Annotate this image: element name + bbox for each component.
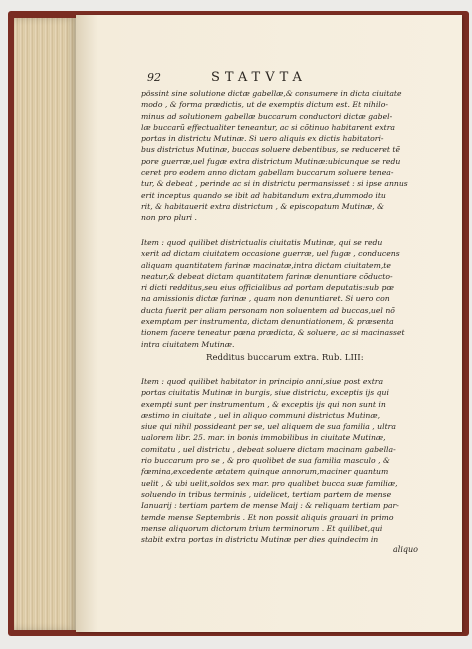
paragraph-2 [141,237,433,350]
text-line: xerit ad dictam ciuitatem occasione guerræ, uel fugæ , conducens [141,249,400,259]
text-line: pössint sine solutione dictæ gabellæ,& consumere in dicta ciuitate [141,89,402,98]
text-line: non pro pluri . [141,213,197,223]
text-line: aliquam quantitatem farinæ macinatæ,intra dictam ciuitatem,te [141,260,391,270]
text-line: portas ciuitatis Mutinæ in burgis, siue districtu, exceptis ijs qui [141,388,389,398]
text-line: comitatu , uel districtu , debeat soluere dictam macinam gabella- [141,444,396,454]
page-edges [14,18,78,630]
text-line: temde mense Septembris . Et non possit aliquis grauari in primo [141,512,394,522]
text-line: erit inceptus quando se ibit ad habitandum extra,dummodo itu [141,190,386,200]
text-line: fœmina,excedente ætatem quinque annorum,maciner quantum [141,467,389,477]
text-line: ceret pro eodem anno dictam gabellam buccarum soluere tenea- [141,168,394,178]
text-line: mense aliquorum dictorum trium terminorum . Et quilibet,qui [141,523,383,533]
text-line: rit, & habitauerit extra districtum , & episcopatum Mutinæ, & [141,201,384,211]
paragraph-1 [141,88,433,224]
text-line: rio buccarum pro se , & pro quolibet de sua familia masculo , & [141,456,390,466]
text-line: læ buccarũ effectualiter teneantur, ac si cõtinuo habitarent extra [141,122,396,132]
catchword: aliquo [393,545,418,554]
text-line: exemptam per instrumenta, dictam denuntiationem, & præsenta [141,317,394,327]
text-line: stabit extra portas in districtu Mutinæ per dies quindecim in [141,535,379,545]
text-line: exempti sunt per instrumentum , & exceptis ijs qui non sunt in [141,399,386,409]
text-line: pore guerræ,uel fugæ extra districtum Mutinæ:ubicunque se redu [141,156,401,166]
text-line: na amissionis dictæ farinæ , quam non denuntiaret. Si uero con [141,294,390,304]
text-line: æstimo in ciuitate , uel in aliquo communi districtus Mutinæ, [141,410,381,420]
paragraph-3 [141,376,433,545]
text-line: neatur,& debeat dictam quantitatem farinæ denuntiare cõducto- [141,271,393,281]
text-line: siue qui nihil possideant per se, uel aliquem de sua familia , ultra [141,422,396,432]
text-line: ri dicti redditus,seu eius officialibus ad portam deputatis:sub pœ [141,283,394,293]
text-line: tur, & debeat , perinde ac si in districtu permansisset : si ipse annus [141,179,408,189]
section-heading: Redditus buccarum extra. Rub. LIII: [206,353,364,363]
text-line: Item : quod quilibet districtualis ciuitatis Mutinæ, qui se redu [141,238,383,247]
text-line: Item : quod quilibet habitator in principio anni,siue post extra [141,377,384,386]
text-line: tionem facere teneatur pœna prædicta, & soluere, ac si macinasset [141,328,405,338]
page-number: 92 [147,71,161,84]
text-line: bus districtus Mutinæ, buccas soluere debentibus, se reduceret tẽ [141,145,401,155]
text-line: Ianuarij : tertiam partem de mense Maij : & reliquam tertiam par- [141,501,399,511]
book-page [76,15,462,632]
text-line: portas in districtu Mutinæ. Si uero aliquis ex dictis habitatori- [141,134,384,144]
text-line: uelit , & ubi uelit,soldos sex mar. pro qualibet bucca suæ familiæ, [141,478,398,488]
text-line: soluendo in tribus terminis , uidelicet, tertiam partem de mense [141,489,392,499]
text-line: ducta fuerit per aliam personam non soluentem ad buccas,uel nõ [141,305,395,315]
running-title: STATVTA [211,70,307,85]
text-line: ualorem libr. 25. mar. in bonis immobilibus in ciuitate Mutinæ, [141,433,386,443]
text-line: intra ciuitatem Mutinæ. [141,339,235,349]
text-line: modo , & forma prædictis, ut de exemptis dictum est. Et nihilo- [141,100,388,110]
text-line: minus ad solutionem gabellæ buccarum conductori dictæ gabel- [141,111,393,121]
